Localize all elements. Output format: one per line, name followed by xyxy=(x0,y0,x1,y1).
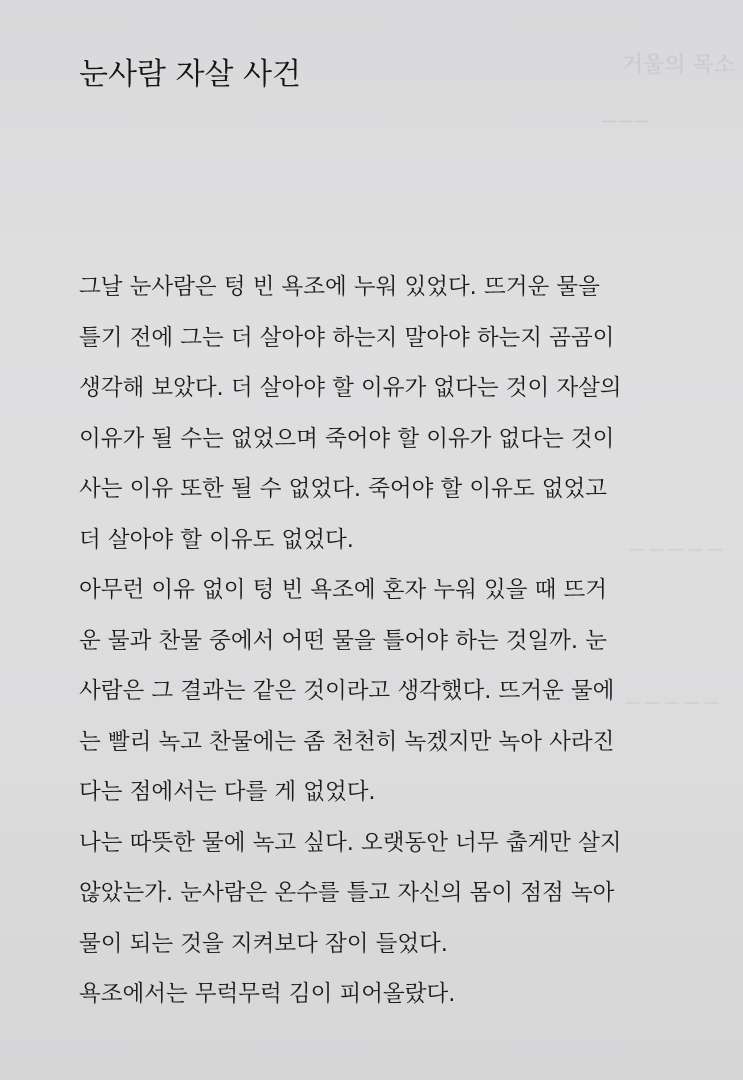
bleed-through-text: 거울의 목소 xyxy=(621,53,735,78)
body-line: 물이 되는 것을 지켜보다 잠이 들었다. xyxy=(79,930,448,957)
body-line: 이유가 될 수는 없었으며 죽어야 할 이유가 없다는 것이 xyxy=(79,425,615,452)
body-line: 틀기 전에 그는 더 살아야 하는지 말아야 하는지 곰곰이 xyxy=(79,324,615,351)
body-line: 다는 점에서는 다를 게 없었다. xyxy=(79,779,376,805)
body-line: 운 물과 찬물 중에서 어떤 물을 틀어야 하는 것일까. 눈 xyxy=(79,627,607,654)
body-line: 사는 이유 또한 될 수 없었다. 죽어야 할 이유도 없었고 xyxy=(79,476,607,502)
body-line: 는 빨리 녹고 찬물에는 좀 천천히 녹겠지만 녹아 사라진 xyxy=(79,728,615,755)
body-line: 나는 따뜻한 물에 녹고 싶다. 오랫동안 너무 춥게만 살지 xyxy=(79,829,622,856)
bleed-through-text: — — — — — xyxy=(624,693,719,711)
body-line: 더 살아야 할 이유도 없었다. xyxy=(79,526,354,553)
body-line: 않았는가. 눈사람은 온수를 틀고 자신의 몸이 점점 녹아 xyxy=(79,880,615,906)
body-line: 아무런 이유 없이 텅 빈 욕조에 혼자 누워 있을 때 뜨거 xyxy=(79,577,607,603)
body-line: 생각해 보았다. 더 살아야 할 이유가 없다는 것이 자살의 xyxy=(79,375,622,401)
story-body xyxy=(79,262,729,1020)
bleed-through-text: — — — — — xyxy=(628,540,723,558)
page-title: 눈사람 자살 사건 xyxy=(79,57,301,92)
body-line: 욕조에서는 무럭무럭 김이 피어올랐다. xyxy=(79,981,456,1007)
body-line: 그날 눈사람은 텅 빈 욕조에 누워 있었다. 뜨거운 물을 xyxy=(79,274,600,300)
bleed-through-text: ——— xyxy=(601,111,649,130)
body-line: 사람은 그 결과는 같은 것이라고 생각했다. 뜨거운 물에 xyxy=(79,678,615,704)
